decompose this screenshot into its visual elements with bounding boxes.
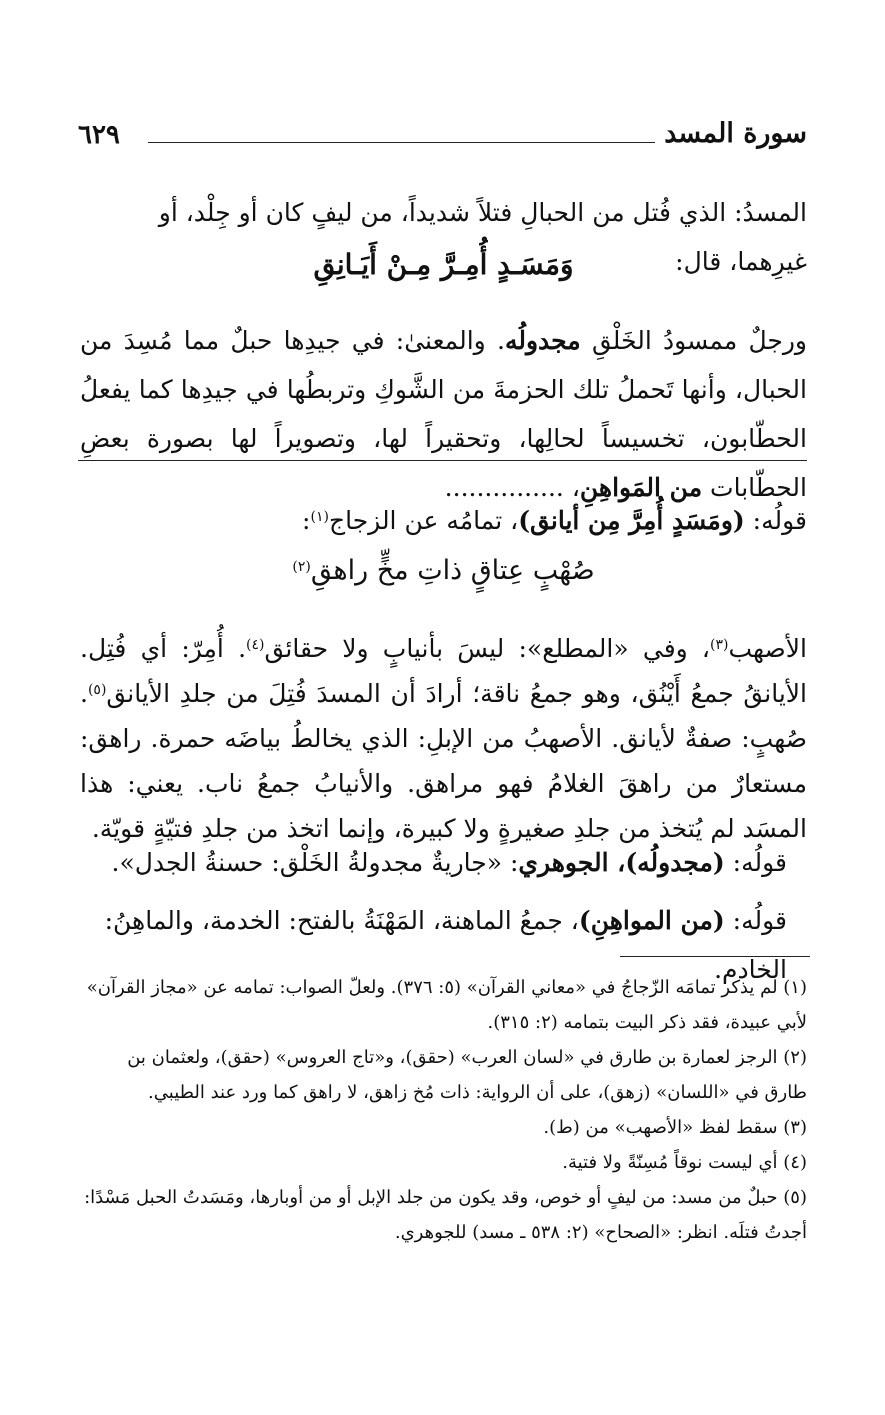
running-header [78,118,807,160]
poetry-verse: وَمَسَـدٍ أُمِـرَّ مِـنْ أَيَـانِقِ [313,248,574,281]
commentary-2 [80,626,807,851]
header-rule [148,142,655,143]
footnote-ref-1: (١) [310,509,329,525]
commentary-4-lead: قولُه: [724,906,787,935]
commentary-3 [80,838,807,887]
footnote-2: (٢) الرجز لعمارة بن طارق في «لسان العرب» (حقق)، و«تاج العروس» (حقق)، ولعثمان بن طارق في «اللسان» (زهق)، على أن الرواية: ذات مُخ زاهق، لا راهق كما ورد عند الطيبي. [127,1047,807,1103]
commentary-3-lead: قولُه: [724,848,787,877]
commentary-1-rest: ، تمامُه عن الزجاج [328,506,519,535]
commentary-1 [80,496,807,545]
footnote-ref-4: (٤) [246,637,265,653]
commentary-1-lead: قولُه: [744,506,807,535]
footnote-3: (٣) سقط لفظ «الأصهب» من (ط). [543,1117,807,1138]
footnote-1: (١) لم يذكر تمامَه الزّجاجُ في «معاني القرآن» (٥: ٣٧٦). ولعلّ الصواب: تمامه عن «مجاز القرآن» لأبي عبيدة، فقد ذكر البيت بتمامه (٢: ٣١٥). [86,977,807,1033]
footnote-ref-3: (٣) [710,637,729,653]
footnote-4: (٤) أي ليست نوقاً مُسِنّةً ولا فتية. [562,1152,807,1173]
main-paragraph [80,316,807,512]
commentary-1-colon: : [302,506,311,535]
footnote-ref-5: (٥) [87,682,107,698]
commentary-3-bold: (مجدولُه)، الجوهري [518,848,725,877]
surah-title: سورة المسد [664,118,807,149]
commentary-2-a: الأصهب [728,634,807,663]
commentary-2-c: . أُمِرّ: أي فُتِل. الأيانقُ جمعُ أَيْنُق، وهو جمعُ ناقة؛ أرادَ أن المسدَ فُتِلَ من جلدِ الأيانق [80,634,807,708]
footnote-rule [620,956,810,957]
section-divider [78,460,807,461]
commentary-1-bold: (ومَسَدٍ أُمِرَّ مِن أيانق) [518,506,745,535]
main-para-bold-1: مجدولُه [504,326,581,355]
footnote-5: (٥) حبلٌ من مسد: من ليفٍ أو خوص، وقد يكون من جلد الإبل أو من أوبارها، ومَسَدتُ الحبل مَسْدًا: أجدتُ فتلَه. انظر: «الصحاح» (٢: ٥٣٨ ـ مسد) للجوهري. [84,1187,807,1243]
commentary-4-rest: ، جمعُ الماهنة، المَهْنَةُ بالفتح: الخدمة، والماهِنُ: الخادم. [104,906,787,984]
main-para-bold-2: من المَواهِنِ [579,473,703,502]
main-para-text-2: . والمعنىٰ: في جيدِها حبلٌ مما مُسِدَ من الحبال، وأنها تَحملُ تلك الحزمةَ من الشَّوكِ وتربطُها في جيدِها كما يفعلُ الحطّابون، تخسيساً لحالِها، وتحقيراً لها، وتصويراً لها بصورة بعضِ الحطّابات [80,326,807,502]
commentary-4-bold: (من المواهِنِ) [578,906,725,935]
footnotes [80,970,807,1250]
commentary-3-rest: : «جاريةٌ مجدولةُ الخَلْق: حسنةُ الجدل». [111,848,519,877]
main-para-ellipsis: ، ............... [444,473,580,502]
footnote-ref-2: (٢) [292,559,311,575]
main-para-text-1: ورجلٌ ممسودُ الخَلْقِ [580,326,807,355]
page-number: ٦٢٩ [78,120,120,150]
main-line-1: المسدُ: الذي فُتل من الحبالِ فتلاً شديداً، من ليفٍ كان أو جِلْد، أو غيرِهما، قال: [158,198,807,276]
commentary-2-d: . صُهبٍ: صفةٌ لأيانق. الأصهبُ من الإبلِ: الذي يخالطُ بياضَه حمرة. راهق: مستعارٌ من راهقَ الغلامُ فهو مراهق. والأنيابُ جمعُ ناب. يعني: هذا المسَد لم يُتخذ من جلدِ صغيرةٍ ولا كبيرة، وإنما اتخذ من جلدِ فتيّةٍ قويّة. [80,679,807,843]
commentary-2-b: ، وفي «المطلع»: ليسَ بأنيابٍ ولا حقائق [264,634,711,663]
poetry-verse-2-text: صُهْبٍ عِتاقٍ ذاتِ مخٍّ راهقِ [310,555,595,586]
poetry-verse-2 [80,555,807,586]
